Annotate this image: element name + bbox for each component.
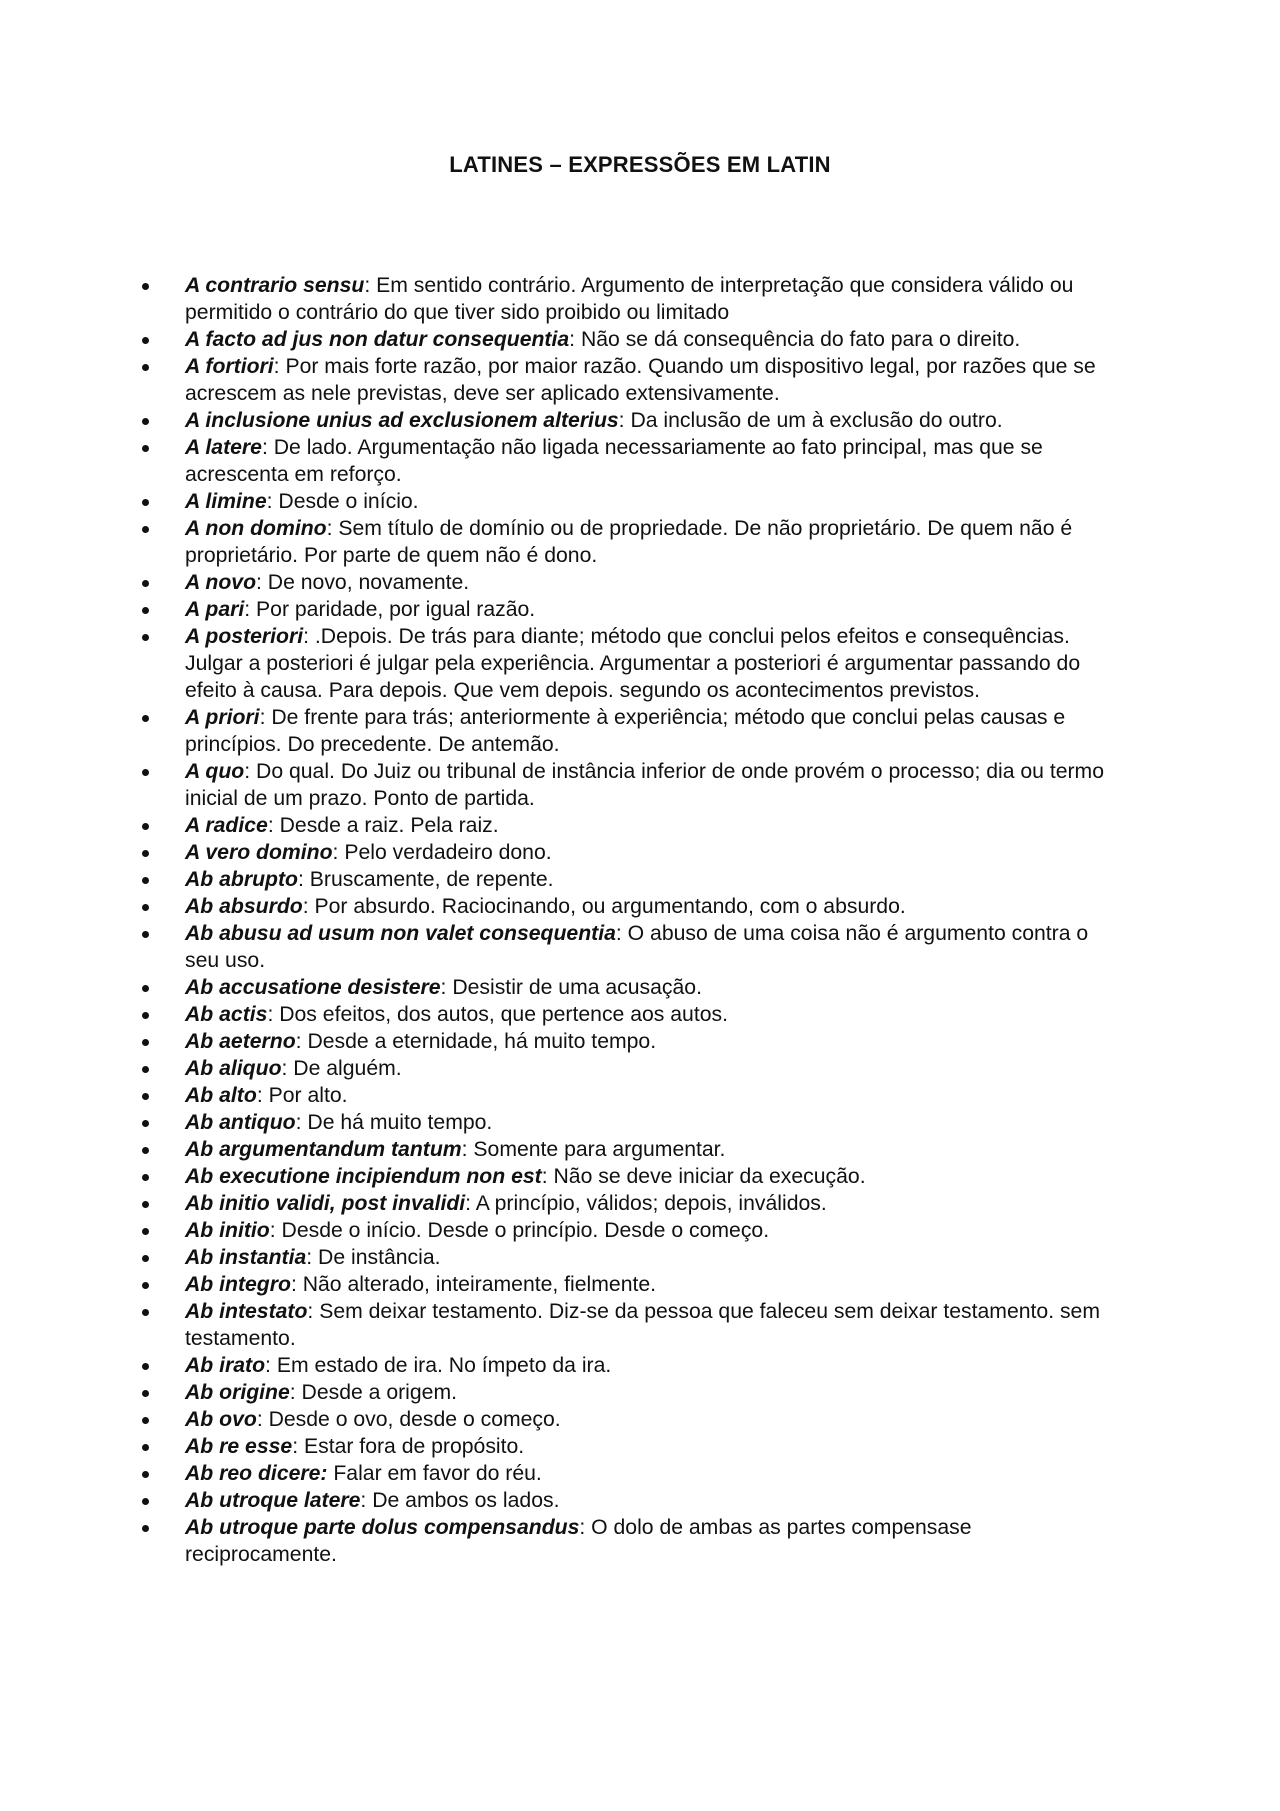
entry-separator: : [295,1111,302,1134]
entry-definition: De frente para trás; anteriormente à experiência; método que conclui pelas causas e princípios. Do precedente. De antemão. [185,706,1066,756]
entry-separator: : [440,976,447,999]
entry-separator: : [360,1489,367,1512]
glossary-entry [142,1055,1112,1082]
glossary-entry [142,1487,1112,1514]
glossary-entry [142,1379,1112,1406]
glossary-entry [142,353,1112,407]
entry-definition: Desde a raiz. Pela raiz. [273,814,499,837]
bullet-icon [142,364,149,371]
entry-definition: Desde o ovo, desde o começo. [262,1408,561,1431]
entry-separator: : [569,328,576,351]
entry-separator: : [295,1030,302,1053]
bullet-icon [142,1282,149,1289]
entry-definition: Em sentido contrário. Argumento de interpretação que considera válido ou permitido o contrário do que tiver sido proibido ou limitado [185,274,1074,324]
entry-definition: Estar fora de propósito. [298,1435,525,1458]
entry-definition: Não alterado, inteiramente, fielmente. [296,1273,657,1296]
bullet-icon [142,1390,149,1397]
entry-separator: : [281,1057,288,1080]
entry-separator: : [269,1219,276,1242]
entry-term: Ab actis [185,1003,268,1026]
bullet-icon [142,715,149,722]
bullet-icon [142,1147,149,1154]
glossary-entry [142,623,1112,704]
bullet-icon [142,877,149,884]
glossary-entry [142,407,1112,434]
entry-definition: Da inclusão de um à exclusão do outro. [624,409,1003,432]
entry-term: A facto ad jus non datur consequentia [185,328,570,351]
entry-definition: Do qual. Do Juiz ou tribunal de instância inferior de onde provém o processo; dia ou termo inicial de um prazo. Ponto de partida. [185,760,1104,810]
entry-separator: : [289,1381,296,1404]
entry-separator: : [461,1138,468,1161]
entry-term: Ab ovo [185,1408,257,1431]
entry-term: Ab initio [185,1219,270,1242]
bullet-icon [142,499,149,506]
entry-definition: Bruscamente, de repente. [303,868,554,891]
entry-term: A posteriori [185,625,304,648]
entry-definition: De ambos os lados. [366,1489,560,1512]
bullet-icon [142,1228,149,1235]
glossary-entry [142,920,1112,974]
entry-separator: : [364,274,371,297]
entry-separator: : [259,706,266,729]
entry-definition: Sem título de domínio ou de propriedade. De não proprietário. De quem não é proprietário. Por parte de quem não é dono. [185,517,1073,567]
entry-term: A latere [185,436,262,459]
glossary-list [142,272,1112,1568]
entry-separator: : [266,490,273,513]
entry-separator: : [273,355,280,378]
entry-definition: Desde a eternidade, há muito tempo. [301,1030,657,1053]
entry-term: A radice [185,814,268,837]
glossary-entry [142,812,1112,839]
entry-term: Ab re esse [185,1435,293,1458]
bullet-icon [142,1444,149,1451]
entry-definition: Não se deve iniciar da execução. [547,1165,866,1188]
glossary-entry [142,974,1112,1001]
bullet-icon [142,1174,149,1181]
entry-separator: : [303,625,310,648]
entry-separator: : [302,895,309,918]
entry-definition: Por absurdo. Raciocinando, ou argumentando, com o absurdo. [308,895,906,918]
glossary-entry [142,1460,1112,1487]
entry-definition: Por mais forte razão, por maior razão. Quando um dispositivo legal, por razões que se acrescem as nele previstas, deve ser aplicado extensivamente. [185,355,1096,405]
entry-term: Ab absurdo [185,895,303,918]
entry-term: Ab initio validi, post invalidi [185,1192,466,1215]
entry-definition: De alguém. [287,1057,402,1080]
entry-definition: O dolo de ambas as partes compensase reciprocamente. [185,1516,972,1566]
entry-term: Ab reo dicere: [185,1462,328,1485]
entry-term: Ab irato [185,1354,266,1377]
entry-separator: : [256,571,262,594]
entry-term: Ab instantia [185,1246,307,1269]
glossary-entry [142,569,1112,596]
entry-separator: : [261,436,268,459]
entry-separator: : [332,841,339,864]
entry-separator: : [297,868,304,891]
glossary-entry [142,704,1112,758]
bullet-icon [142,931,149,938]
bullet-icon [142,1498,149,1505]
entry-term: A pari [185,598,245,621]
page-title: LATINES – EXPRESSÕES EM LATIN [449,152,831,177]
glossary-entry [142,1028,1112,1055]
bullet-icon [142,1093,149,1100]
entry-separator: : [307,1300,314,1323]
entry-term: A quo [185,760,245,783]
entry-separator: : [265,1354,271,1377]
entry-separator: : [290,1273,297,1296]
entry-definition: Sem deixar testamento. Diz-se da pessoa que faleceu sem deixar testamento. sem testamento. [185,1300,1100,1350]
bullet-icon [142,1201,149,1208]
glossary-entry [142,1109,1112,1136]
glossary-entry [142,515,1112,569]
entry-separator: : [306,1246,313,1269]
bullet-icon [142,418,149,425]
entry-term: Ab accusatione desistere [185,976,441,999]
glossary-entry [142,1244,1112,1271]
entry-definition: De há muito tempo. [301,1111,493,1134]
entry-term: A fortiori [185,355,274,378]
entry-term: A non domino [185,517,327,540]
bullet-icon [142,337,149,344]
bullet-icon [142,1066,149,1073]
bullet-icon [142,1525,149,1532]
glossary-entry [142,893,1112,920]
entry-separator: : [292,1435,299,1458]
entry-definition: Falar em favor do réu. [327,1462,542,1485]
bullet-icon [142,580,149,587]
entry-separator: : [244,760,251,783]
entry-term: A novo [185,571,257,594]
entry-term: Ab integro [185,1273,291,1296]
glossary-entry [142,1352,1112,1379]
glossary-entry [142,1082,1112,1109]
glossary-entry [142,758,1112,812]
glossary-entry [142,1514,1112,1568]
bullet-icon [142,1255,149,1262]
bullet-icon [142,823,149,830]
bullet-icon [142,526,149,533]
entry-definition: .Depois. De trás para diante; método que conclui pelos efeitos e consequências. Julgar a posteriori é julgar pela experiência. Argumentar a posteriori é argumentar passando do efeito à causa. Para depois. Que vem depois. segundo os acontecimentos previstos. [185,625,1081,702]
glossary-entry [142,272,1112,326]
glossary-entry [142,1001,1112,1028]
entry-term: Ab argumentandum tantum [185,1138,462,1161]
entry-definition: De novo, novamente. [261,571,470,594]
glossary-entry [142,1406,1112,1433]
bullet-icon [142,1309,149,1316]
entry-term: A contrario sensu [185,274,365,297]
bullet-icon [142,283,149,290]
glossary-entry [142,1433,1112,1460]
entry-definition: Em estado de ira. No ímpeto da ira. [270,1354,612,1377]
entry-separator: : [465,1192,472,1215]
bullet-icon [142,769,149,776]
bullet-icon [142,850,149,857]
bullet-icon [142,1471,149,1478]
glossary-entry [142,596,1112,623]
entry-definition: Desde o início. [272,490,419,513]
entry-term: Ab intestato [185,1300,308,1323]
glossary-entry [142,1190,1112,1217]
entry-term: Ab executione incipiendum non est [185,1165,542,1188]
entry-term: Ab alto [185,1084,257,1107]
entry-definition: Dos efeitos, dos autos, que pertence aos autos. [273,1003,728,1026]
entry-term: A vero domino [185,841,333,864]
entry-definition: A princípio, válidos; depois, inválidos. [471,1192,827,1215]
entry-term: A priori [185,706,260,729]
entry-definition: Desde a origem. [295,1381,457,1404]
entry-definition: Desistir de uma acusação. [446,976,702,999]
bullet-icon [142,985,149,992]
entry-separator: : [541,1165,548,1188]
glossary-entry [142,866,1112,893]
entry-term: Ab aliquo [185,1057,282,1080]
entry-definition: De lado. Argumentação não ligada necessariamente ao fato principal, mas que se acrescenta em reforço. [185,436,1043,486]
entry-definition: Somente para argumentar. [467,1138,726,1161]
entry-separator: : [256,1084,263,1107]
entry-definition: Desde o início. Desde o princípio. Desde o começo. [275,1219,770,1242]
entry-definition: Por paridade, por igual razão. [250,598,536,621]
entry-separator: : [618,409,625,432]
entry-term: Ab antiquo [185,1111,296,1134]
bullet-icon [142,1120,149,1127]
glossary-entry [142,1271,1112,1298]
bullet-icon [142,607,149,614]
entry-term: Ab abusu ad usum non valet consequentia [185,922,616,945]
bullet-icon [142,1363,149,1370]
entry-separator: : [615,922,622,945]
entry-separator: : [326,517,333,540]
bullet-icon [142,1039,149,1046]
glossary-entry [142,1163,1112,1190]
entry-separator: : [244,598,251,621]
glossary-entry [142,1136,1112,1163]
bullet-icon [142,1417,149,1424]
entry-term: Ab utroque parte dolus compensandus [185,1516,580,1539]
entry-definition: De instância. [312,1246,441,1269]
entry-term: A limine [185,490,267,513]
glossary-entry [142,488,1112,515]
entry-term: A inclusione unius ad exclusionem alterius [185,409,619,432]
entry-term: Ab abrupto [185,868,298,891]
entry-definition: Pelo verdadeiro dono. [338,841,552,864]
entry-separator: : [267,814,274,837]
entry-separator: : [267,1003,274,1026]
bullet-icon [142,1012,149,1019]
entry-definition: O abuso de uma coisa não é argumento contra o seu uso. [185,922,1089,972]
glossary-entry [142,1298,1112,1352]
glossary-entry [142,839,1112,866]
bullet-icon [142,634,149,641]
glossary-entry [142,1217,1112,1244]
entry-term: Ab origine [185,1381,290,1404]
entry-separator: : [579,1516,586,1539]
entry-definition: Não se dá consequência do fato para o direito. [575,328,1021,351]
glossary-entry [142,326,1112,353]
glossary-entry [142,434,1112,488]
bullet-icon [142,904,149,911]
entry-definition: Por alto. [262,1084,348,1107]
entry-separator: : [256,1408,263,1431]
entry-term: Ab utroque latere [185,1489,361,1512]
bullet-icon [142,445,149,452]
entry-term: Ab aeterno [185,1030,296,1053]
